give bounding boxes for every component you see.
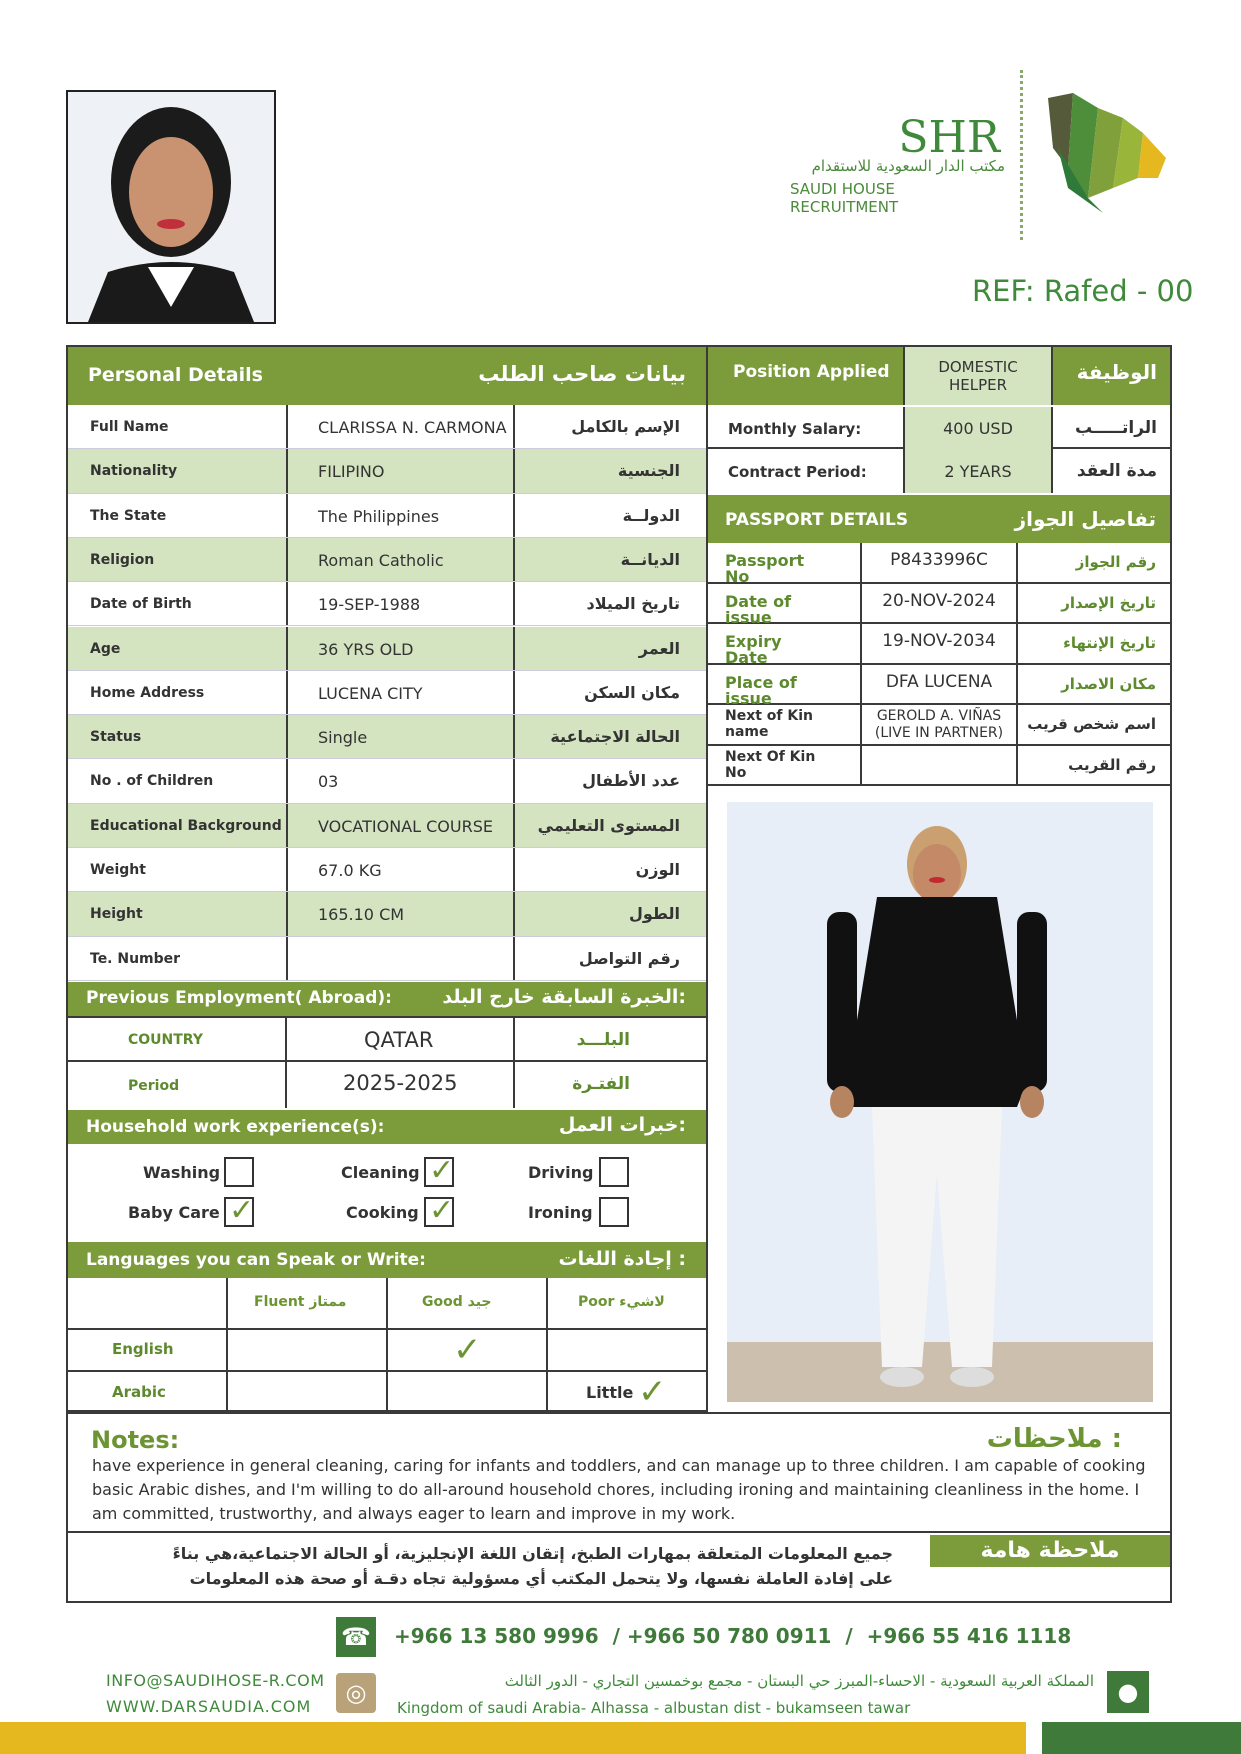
- checkmark-icon: ✓: [429, 1153, 455, 1188]
- personal-label-en: Home Address: [90, 684, 205, 701]
- personal-divider-2: [513, 494, 515, 537]
- passport-row: [708, 543, 1170, 584]
- country-label-en: COUNTRY: [128, 1032, 203, 1048]
- personal-value: The Philippines: [318, 506, 440, 526]
- period-label-en: Period: [128, 1078, 180, 1094]
- personal-label-ar: رقم التواصل: [578, 948, 680, 968]
- passport-value: P8433996C: [890, 550, 988, 570]
- passport-label-en: Place of issue: [725, 672, 797, 708]
- personal-value: Single: [318, 728, 368, 748]
- personal-divider-1: [286, 449, 288, 492]
- phone-numbers: +966 13 580 9996 / +966 50 780 0911 / +966 55 416 1118: [394, 1624, 1072, 1648]
- personal-label-ar: المستوى التعليمي: [537, 815, 680, 835]
- household-item-label: Washing: [143, 1163, 221, 1182]
- lang-vline-1: [226, 1278, 228, 1412]
- personal-label-en: Age: [90, 640, 121, 657]
- personal-label-ar: الدولــة: [622, 505, 680, 525]
- household-item-label: Baby Care: [128, 1203, 220, 1222]
- notes-title-en: Notes:: [91, 1426, 180, 1454]
- personal-divider-2: [513, 671, 515, 714]
- personal-row: [68, 804, 706, 848]
- personal-divider-1: [286, 848, 288, 891]
- passport-label-ar: رقم الجواز: [1075, 553, 1156, 571]
- personal-divider-2: [513, 582, 515, 625]
- passport-value: GEROLD A. VIÑAS (LIVE IN PARTNER): [874, 708, 1004, 741]
- contract-value: 2 YEARS: [944, 461, 1012, 481]
- personal-row: [68, 715, 706, 759]
- household-item-checkbox[interactable]: [599, 1157, 629, 1187]
- household-item-label: Driving: [528, 1163, 594, 1182]
- passport-value: 19-NOV-2034: [882, 631, 996, 651]
- personal-value: Roman Catholic: [318, 550, 444, 570]
- household-item-checkbox[interactable]: [424, 1193, 455, 1228]
- lang-col-good: Good جيد: [422, 1294, 492, 1310]
- logo-divider: [1020, 70, 1023, 240]
- lang-col-poor: Poor لاشيء: [578, 1294, 665, 1310]
- country-value: QATAR: [364, 1028, 434, 1052]
- position-value-cell: [903, 347, 1053, 405]
- personal-label-en: Full Name: [90, 419, 169, 435]
- personal-divider-1: [286, 759, 288, 802]
- lang-col-fluent: Fluent ممتاز: [254, 1294, 347, 1310]
- logo-letters: SHR: [898, 112, 1000, 163]
- personal-divider-1: [286, 715, 288, 758]
- personal-row: [68, 494, 706, 538]
- portrait-photo: [66, 90, 276, 324]
- col-div-1: [285, 1016, 287, 1108]
- personal-label-ar: الطول: [629, 904, 680, 924]
- passport-label-en: Passport No: [725, 551, 805, 586]
- logo-text-ar: مكتب الدار السعودية للاستقدام: [811, 157, 1005, 175]
- passport-label-ar: اسم شخص قريب: [1027, 715, 1156, 733]
- footer-bar-yellow: [0, 1722, 1026, 1754]
- passport-header: [708, 495, 1170, 543]
- country-label-ar: البلـــد: [576, 1030, 630, 1050]
- reference-number: REF: Rafed - 00: [972, 274, 1194, 308]
- passport-label-ar: مكان الاصدار: [1061, 674, 1156, 693]
- personal-label-ar: الديانــة: [620, 549, 680, 569]
- personal-divider-2: [513, 804, 515, 847]
- languages-title-ar: إجادة اللغات :: [558, 1248, 686, 1270]
- personal-row: [68, 759, 706, 803]
- important-line-2: على إفادة العاملة نفسها، ولا يتحمل المكتب أي مسؤولية تجاه دقـة أو صحة هذه المعلومات: [189, 1569, 893, 1588]
- lang-row-english: English: [112, 1340, 174, 1358]
- household-item-checkbox[interactable]: [224, 1157, 254, 1187]
- footer-bar-green: [1042, 1722, 1241, 1754]
- arabic-little-tick: ✓: [638, 1372, 667, 1412]
- personal-row: [68, 848, 706, 892]
- personal-value: 36 YRS OLD: [318, 639, 414, 659]
- logo-map-shape: [1028, 88, 1178, 218]
- passport-label-ar: تاريخ الإنتهاء: [1063, 634, 1156, 652]
- period-value: 2025-2025: [343, 1071, 458, 1095]
- personal-divider-1: [286, 892, 288, 935]
- passport-title-en: PASSPORT DETAILS: [725, 510, 909, 530]
- household-item-checkbox[interactable]: [424, 1153, 455, 1188]
- personal-value: LUCENA CITY: [318, 683, 423, 703]
- personal-label-ar: تاريخ الميلاد: [586, 594, 680, 614]
- location-pin-icon: ●: [1107, 1671, 1149, 1713]
- contract-label-en: Contract Period:: [728, 463, 867, 481]
- personal-label-en: No . of Children: [90, 773, 214, 790]
- important-top-border: [68, 1531, 1170, 1533]
- passport-divider-2: [1016, 705, 1018, 744]
- personal-value: VOCATIONAL COURSE: [318, 816, 493, 836]
- personal-divider-2: [513, 715, 515, 758]
- personal-divider-1: [286, 937, 288, 980]
- address-en: Kingdom of saudi Arabia- Alhassa - albustan dist - bukamseen tawar: [397, 1699, 911, 1717]
- household-item-checkbox[interactable]: [599, 1197, 629, 1227]
- contract-label-ar: مدة العقد: [1076, 461, 1157, 481]
- position-value: DOMESTIC HELPER: [938, 358, 1018, 394]
- checkmark-icon: ✓: [429, 1193, 455, 1228]
- notes-top-border: [68, 1412, 1170, 1414]
- personal-label-ar: الوزن: [635, 860, 680, 879]
- salary-value-cell: [903, 407, 1053, 449]
- period-label-ar: الفتـرة: [572, 1074, 630, 1094]
- passport-label-ar: رقم القريب: [1068, 755, 1156, 774]
- full-body-photo: [727, 802, 1153, 1402]
- personal-divider-1: [286, 671, 288, 714]
- personal-details-header: [68, 347, 706, 405]
- passport-divider-2: [1016, 746, 1018, 785]
- personal-divider-2: [513, 405, 515, 448]
- notes-title-ar: ملاحظات :: [986, 1424, 1122, 1454]
- personal-row: [68, 405, 706, 449]
- lang-vline-2: [386, 1278, 388, 1412]
- personal-row: [68, 671, 706, 715]
- logo-text-en: SAUDI HOUSE RECRUITMENT: [790, 180, 899, 216]
- passport-value: 20-NOV-2024: [882, 590, 996, 611]
- salary-label-ar: الراتـــــب: [1074, 418, 1157, 438]
- photo-left-border: [706, 345, 708, 1413]
- passport-divider-1: [860, 746, 862, 785]
- important-title: ملاحظة هامة: [930, 1535, 1170, 1567]
- personal-label-en: Weight: [90, 862, 146, 878]
- passport-divider-2: [1016, 543, 1018, 582]
- personal-divider-1: [286, 582, 288, 625]
- personal-divider-1: [286, 538, 288, 581]
- personal-divider-2: [513, 848, 515, 891]
- passport-label-ar: تاريخ الإصدار: [1061, 593, 1156, 612]
- personal-label-ar: عدد الأطفال: [582, 771, 680, 791]
- personal-value: 19-SEP-1988: [318, 595, 421, 615]
- website-text: WWW.DARSAUDIA.COM: [106, 1697, 312, 1716]
- personal-value: 67.0 KG: [318, 861, 382, 880]
- position-label-ar: الوظيفة: [1076, 360, 1157, 384]
- personal-label-en: Nationality: [90, 463, 178, 480]
- previous-title-ar: الخبرة السابقة خارج البلد:: [442, 986, 686, 1008]
- personal-label-en: Educational Background: [90, 817, 282, 834]
- notes-text: have experience in general cleaning, caring for infants and toddlers, and can manage up to three children. I am capable of cooking basic Arabic dishes, and I'm willing to do all-around household chores, including ironing and maintaining cleanliness in the home. I am committed, trustworthy, and always eager to learn and improve in my work.: [92, 1456, 1146, 1523]
- personal-title-en: Personal Details: [88, 364, 263, 386]
- personal-divider-2: [513, 627, 515, 670]
- household-item-label: Cleaning: [341, 1163, 420, 1182]
- passport-row: [708, 705, 1170, 746]
- personal-label-en: The State: [90, 507, 167, 524]
- passport-row: [708, 624, 1170, 665]
- personal-row: [68, 892, 706, 936]
- important-line-1: جميع المعلومات المتعلقة بمهارات الطبخ، إتقان اللغة الإنجليزية، أو الحالة الاجتماعية،هي بناءً: [172, 1544, 893, 1563]
- personal-label-ar: الجنسية: [617, 461, 680, 481]
- personal-row: [68, 627, 706, 671]
- personal-divider-1: [286, 494, 288, 537]
- passport-row: [708, 746, 1170, 787]
- personal-value: 03: [318, 772, 339, 792]
- passport-divider-2: [1016, 624, 1018, 663]
- col-div-2: [513, 1016, 515, 1108]
- previous-title-en: Previous Employment( Abroad):: [86, 988, 392, 1008]
- personal-divider-2: [513, 759, 515, 802]
- passport-divider-2: [1016, 665, 1018, 704]
- address-ar: المملكة العربية السعودية - الاحساء-المبرز حي البستان - مجمع بوخمسين التجاري - الدور الثالث: [504, 1672, 1094, 1690]
- arabic-little-label: Little: [586, 1383, 634, 1402]
- passport-label-en: Date of issue: [725, 591, 792, 627]
- personal-title-ar: بيانات صاحب الطلب: [478, 362, 686, 386]
- personal-divider-2: [513, 892, 515, 935]
- passport-value: DFA LUCENA: [885, 671, 993, 692]
- position-label-en: Position Applied: [733, 362, 890, 382]
- previous-employment-header: [68, 982, 706, 1016]
- personal-row: [68, 937, 706, 981]
- personal-divider-2: [513, 937, 515, 980]
- passport-divider-2: [1016, 584, 1018, 623]
- company-logo: [790, 70, 1190, 240]
- household-item-label: Cooking: [346, 1203, 419, 1222]
- passport-label-en: Next Of Kin No: [725, 748, 816, 781]
- personal-divider-2: [513, 538, 515, 581]
- household-item-checkbox[interactable]: [224, 1193, 255, 1228]
- checkmark-icon: ✓: [229, 1193, 255, 1228]
- email-text: INFO@SAUDIHOSE-R.COM: [106, 1671, 325, 1690]
- household-item-label: Ironing: [528, 1203, 593, 1222]
- personal-divider-2: [513, 449, 515, 492]
- passport-title-ar: تفاصيل الجواز: [1014, 507, 1156, 531]
- personal-value: FILIPINO: [318, 462, 385, 482]
- english-good-tick: ✓: [453, 1330, 482, 1370]
- globe-icon: ◎: [336, 1673, 376, 1713]
- personal-row: [68, 449, 706, 493]
- personal-divider-1: [286, 804, 288, 847]
- languages-header: [68, 1242, 706, 1278]
- household-header: [68, 1110, 706, 1144]
- household-title-en: Household work experience(s):: [86, 1117, 385, 1137]
- passport-label-en: Next of Kin name: [725, 708, 814, 740]
- personal-label-en: Status: [90, 729, 142, 746]
- lang-vline-3: [546, 1278, 548, 1412]
- lang-row-arabic: Arabic: [112, 1383, 166, 1401]
- personal-label-ar: العمر: [638, 638, 680, 658]
- personal-value: CLARISSA N. CARMONA: [318, 418, 507, 437]
- passport-label-en: Expiry Date: [725, 632, 782, 667]
- personal-divider-1: [286, 627, 288, 670]
- salary-value: 400 USD: [943, 418, 1013, 438]
- languages-grid: [68, 1278, 706, 1412]
- personal-value: 165.10 CM: [318, 905, 405, 925]
- salary-label-en: Monthly Salary:: [728, 420, 862, 438]
- personal-row: [68, 582, 706, 626]
- phone-icon: ☎: [336, 1617, 376, 1657]
- household-title-ar: خبرات العمل:: [558, 1114, 686, 1136]
- personal-label-ar: الإسم بالكامل: [571, 417, 680, 436]
- personal-divider-1: [286, 405, 288, 448]
- contract-value-cell: [903, 449, 1053, 493]
- passport-row: [708, 584, 1170, 625]
- personal-label-en: Religion: [90, 551, 155, 568]
- personal-row: [68, 538, 706, 582]
- passport-row: [708, 665, 1170, 706]
- languages-title-en: Languages you can Speak or Write:: [86, 1250, 426, 1270]
- personal-label-ar: مكان السكن: [584, 682, 680, 702]
- personal-label-ar: الحالة الاجتماعية: [550, 727, 680, 747]
- personal-label-en: Te. Number: [90, 950, 181, 967]
- personal-label-en: Height: [90, 906, 143, 923]
- personal-label-en: Date of Birth: [90, 596, 192, 613]
